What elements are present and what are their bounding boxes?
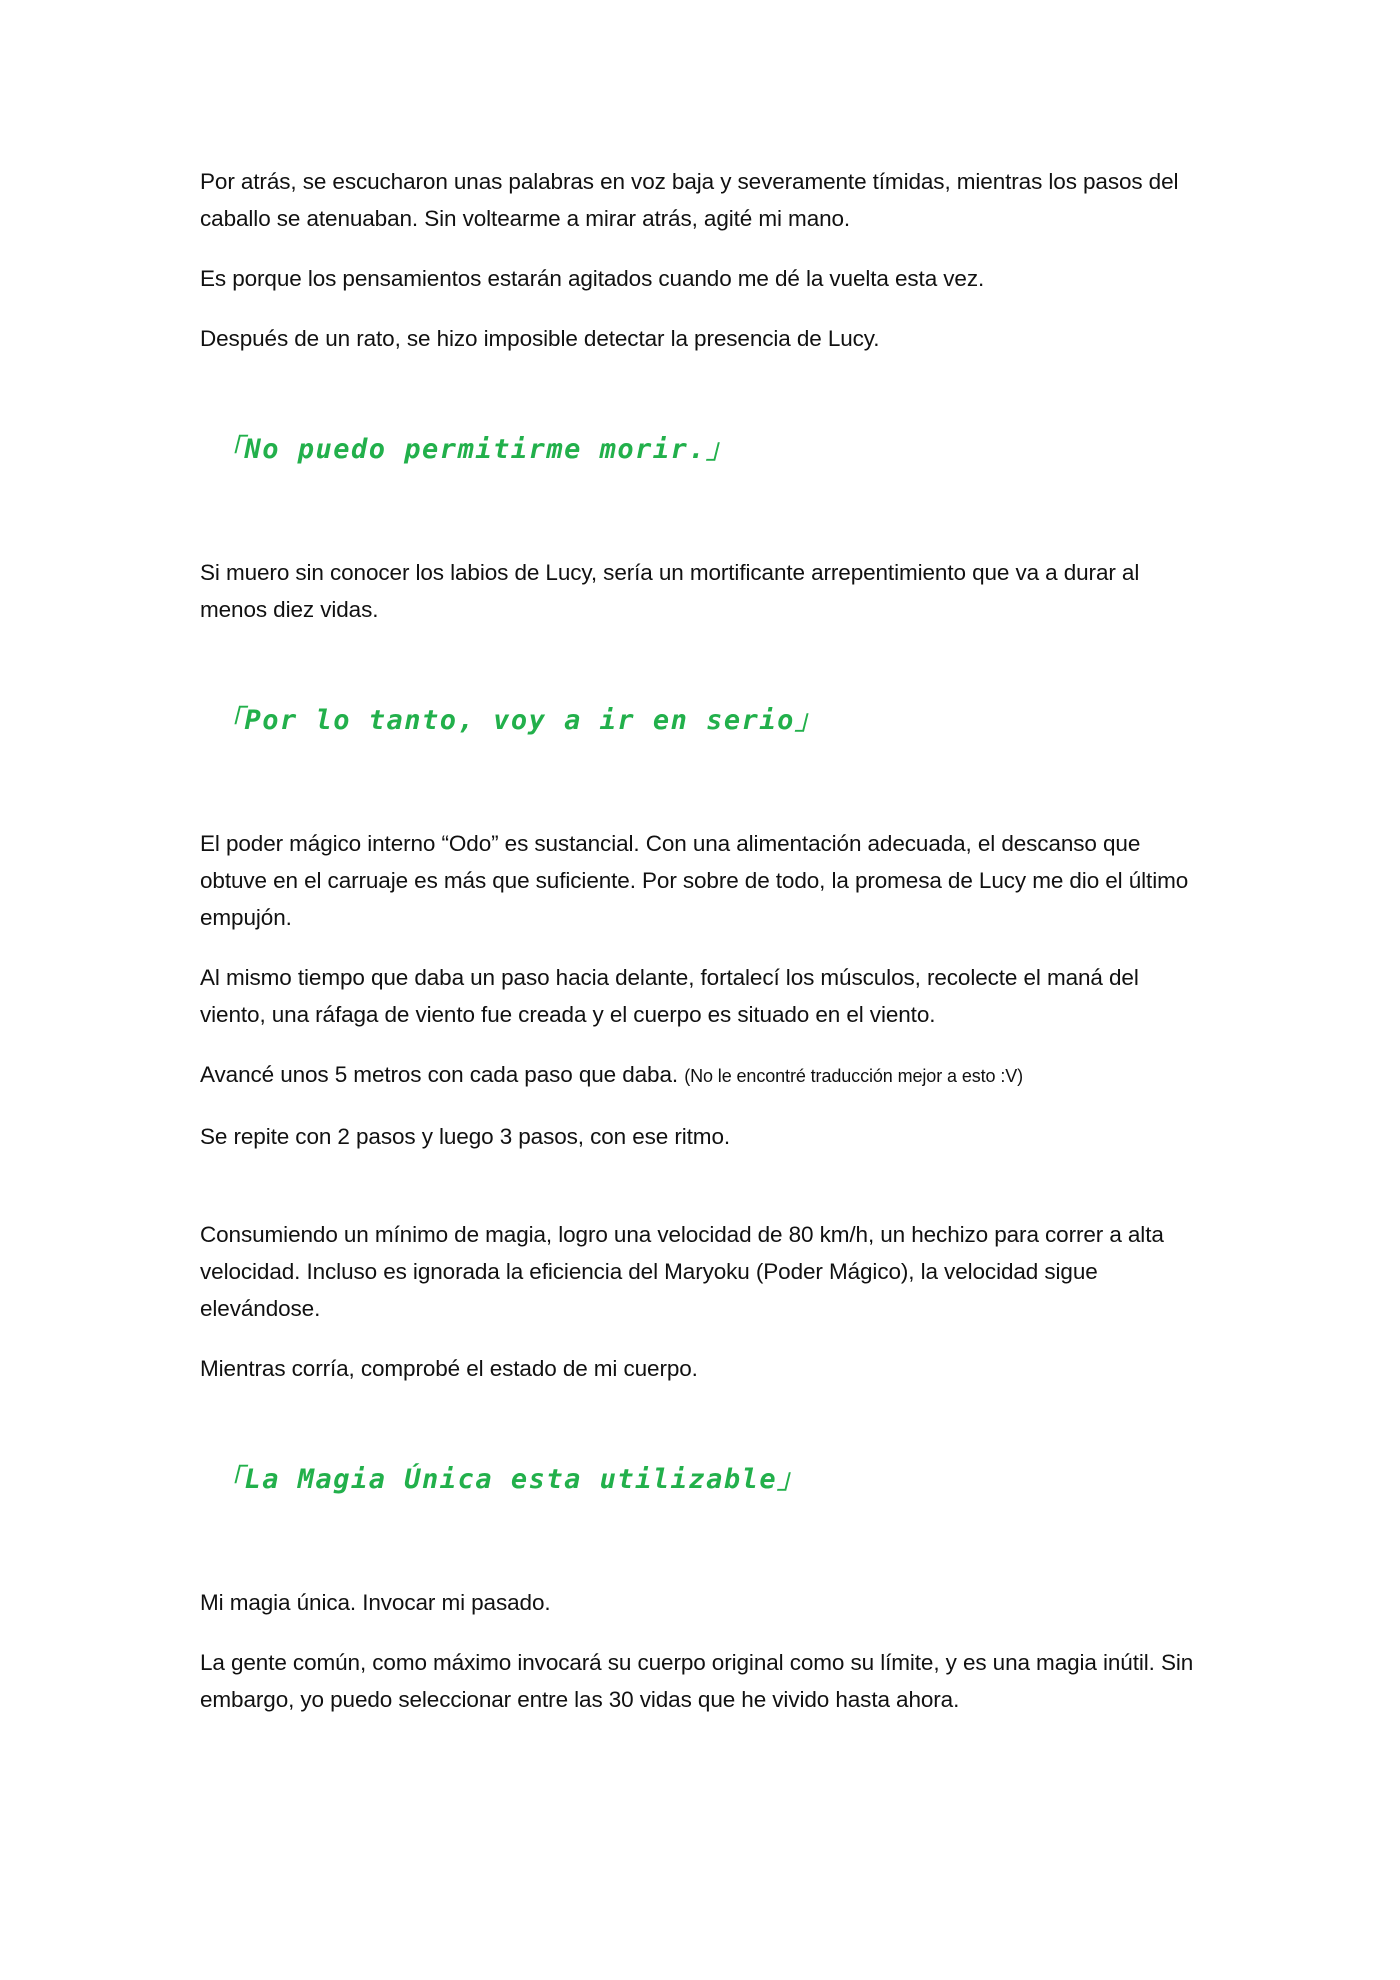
thought-line-2: 「Por lo tanto, voy a ir en serio」	[216, 705, 824, 736]
document-body	[200, 163, 1210, 1741]
thought-line-3: 「La Magia Única esta utilizable」	[216, 1464, 806, 1495]
spacer	[200, 741, 1210, 825]
paragraph-8: Se repite con 2 pasos y luego 3 pasos, con ese ritmo.	[200, 1124, 731, 1149]
translator-note: (No le encontré traducción mejor a esto :V)	[684, 1066, 1024, 1086]
paragraph-5: El poder mágico interno “Odo” es sustancial. Con una alimentación adecuada, el descanso que obtuve en el carruaje es más que suficiente. Por sobre de todo, la promesa de Lucy me dio el último empujón.	[200, 831, 1189, 930]
paragraph-12: La gente común, como máximo invocará su cuerpo original como su límite, y es una magia inútil. Sin embargo, yo puedo seleccionar entre las 30 vidas que he vivido hasta ahora.	[200, 1650, 1194, 1712]
paragraph-1: Por atrás, se escucharon unas palabras en voz baja y severamente tímidas, mientras los pasos del caballo se atenuaban. Sin voltearme a mirar atrás, agité mi mano.	[200, 169, 1179, 231]
paragraph-4: Si muero sin conocer los labios de Lucy, sería un mortificante arrepentimiento que va a durar al menos diez vidas.	[200, 560, 1140, 622]
spacer	[200, 380, 1210, 430]
spacer	[200, 470, 1210, 554]
spacer	[200, 1500, 1210, 1584]
paragraph-10: Mientras corría, comprobé el estado de mi cuerpo.	[200, 1356, 698, 1381]
paragraph-6: Al mismo tiempo que daba un paso hacia delante, fortalecí los músculos, recolecte el maná del viento, una ráfaga de viento fue creada y el cuerpo es situado en el viento.	[200, 965, 1139, 1027]
thought-line-1: 「No puedo permitirme morir.」	[216, 434, 735, 465]
spacer	[200, 651, 1210, 701]
spacer	[200, 1410, 1210, 1460]
spacer	[200, 1178, 1210, 1216]
paragraph-7	[200, 1056, 1210, 1095]
paragraph-9: Consumiendo un mínimo de magia, logro una velocidad de 80 km/h, un hechizo para correr a alta velocidad. Incluso es ignorada la eficiencia del Maryoku (Poder Mágico), la velocidad sigue elevándose.	[200, 1222, 1164, 1321]
paragraph-7-text: Avancé unos 5 metros con cada paso que daba.	[200, 1062, 679, 1087]
paragraph-11: Mi magia única. Invocar mi pasado.	[200, 1590, 551, 1615]
paragraph-2: Es porque los pensamientos estarán agitados cuando me dé la vuelta esta vez.	[200, 266, 985, 291]
paragraph-3: Después de un rato, se hizo imposible detectar la presencia de Lucy.	[200, 326, 880, 351]
